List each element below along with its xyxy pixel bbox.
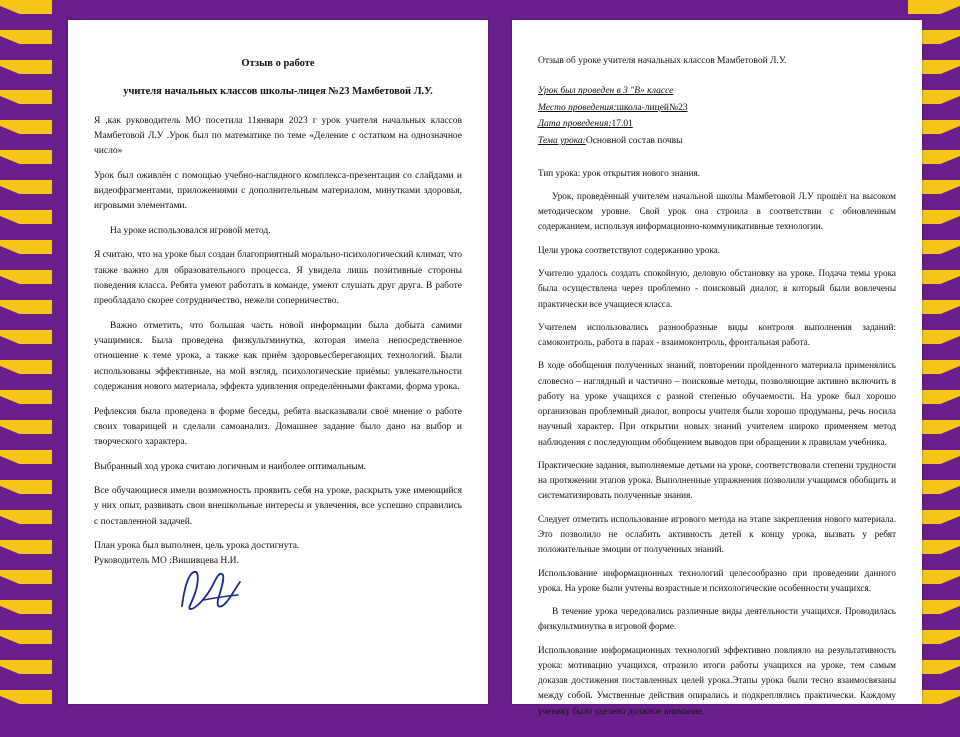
meta-label: Дата проведения: bbox=[538, 119, 612, 130]
paragraph: Использование информационных технологий эффективно повлияло на результативность урока: мотивацию учащихся, отразило итоги работы учащихся на уроке, тем самым доказав достижения поставленных целей урока.Этапы урока были тесно взаимосвязаны между собой. Умственные действия опирались и подкреплялись практически. Каждому ученику было уделено должное внимание. bbox=[538, 644, 896, 716]
handwritten-signature-icon bbox=[174, 566, 462, 612]
paragraph: Использование информационных технологий целесообразно при проведении данного урока. На уроке были учтены возрастные и психологические особенности учащихся. bbox=[538, 567, 896, 593]
meta-value: Основной состав почвы bbox=[585, 136, 683, 147]
meta-value: школа-лицей№23 bbox=[616, 102, 688, 113]
paragraph: Урок был оживлён с помощью учебно-наглядного комплекса-презентация со слайдами и видеофрагментами, приложениями с дополнительным материалом, минутками здоровья, игровыми элементами. bbox=[94, 170, 462, 212]
closing-line: План урока был выполнен, цель урока достигнута. bbox=[94, 541, 300, 552]
paragraph: В течение урока чередовались различные виды деятельности учащихся. Проводилась физкультминутка в игровой форме. bbox=[538, 606, 896, 632]
document-page-left bbox=[68, 20, 488, 704]
paragraph: Выбранный ход урока считаю логичным и наиболее оптимальным. bbox=[94, 461, 366, 472]
meta-value: 17.01 bbox=[611, 119, 633, 130]
meta-label: Место проведения: bbox=[538, 102, 617, 113]
paragraph: Учителем использовались разнообразные виды контроля выполнения заданий: самоконтроль, работа в парах - взаимоконтроль, фронтальная работа. bbox=[538, 321, 896, 348]
document-page-right bbox=[512, 20, 922, 716]
paragraph: Рефлексия была проведена в форме беседы, ребята высказывали своё мнение о работе своих товарищей и сделали самоанализ. Домашнее задание было дано на выбор и творческого характера. bbox=[94, 406, 462, 448]
meta-row-class bbox=[538, 83, 896, 100]
paragraph: Практические задания, выполняемые детьми на уроке, соответствовали степени трудности на протяжении этапов урока. Выполненные упражнения позволили учащимся обобщить и систематизировать полученные знания. bbox=[538, 459, 896, 501]
left-page-subtitle: учителя начальных классов школы-лицея №23 Мамбетовой Л.У. bbox=[123, 85, 433, 97]
paragraph: Следует отметить использование игрового метода на этапе закрепления нового материала. Это позволило не ослабить активность детей к концу урока, вызвать у ребят положительные эмоции от полученных знаний. bbox=[538, 513, 896, 555]
paragraph: Я ,как руководитель МО посетила 11января 2023 г урок учителя начальных классов Мамбетовой Л.У .Урок был по математике по теме «Деление с остатком на однозначное число» bbox=[94, 115, 462, 157]
paragraph: Важно отметить, что большая часть новой информации была добыта самими учащимися. Была проведена физкультминутка, которая имела непосредственное отношение к теме урока, а также как приём здоровьесберегающих технологий. Были использованы эффективные, на мой взгляд, психологические приёмы: увлекательности содержания нового материала, эффекта удивления определёнными фактами, форма урока. bbox=[94, 320, 462, 393]
meta-label: Урок был проведен в 3 "B» классе bbox=[538, 86, 674, 97]
paragraph: Урок, проведённый учителем начальной школы Мамбетовой Л.У прошёл на высоком методическом уровне. Свой урок она строила в соответствии с обновленным содержанием, используя информационно-коммуникативные технологии. bbox=[538, 190, 896, 232]
left-page-title: Отзыв о работе bbox=[241, 58, 315, 69]
meta-label: Тема урока: bbox=[538, 136, 586, 147]
paragraph: Цели урока соответствуют содержанию урока. bbox=[538, 244, 721, 255]
paragraph: На уроке использовался игровой метод. bbox=[110, 225, 271, 236]
meta-row-topic bbox=[538, 133, 896, 150]
meta-row-place bbox=[538, 100, 896, 117]
meta-row-date bbox=[538, 116, 896, 133]
paragraph: Учителю удалось создать спокойную, деловую обстановку на уроке. Подача темы урока была осуществлена через проблемно - поисковый диалог, в который были вовлечены практически все учащиеся класса. bbox=[538, 268, 896, 309]
signature-line: Руководитель МО :Вишивцева Н.И. bbox=[94, 556, 239, 567]
paragraph: В ходе обобщения полученных знаний, повторении пройденного материала применялись словесно – наглядный и частично – поисковые методы, позволяющие активно включить в работу на уроке учащихся с разной степенью обучаемости. На уроке был хорошо организован проблемный диалог, вопросы учителя были хорошо продуманы, речь носила научный характер. При открытии новых знаний учителем широко применяем метод наблюдения с последующим обобщением выводов при обращении к правилам учебника. bbox=[538, 360, 896, 447]
right-page-heading: Отзыв об уроке учителя начальных классов Мамбетовой Л.У. bbox=[538, 56, 787, 66]
decorative-border-left bbox=[0, 0, 52, 720]
paragraph: Я считаю, что на уроке был создан благоприятный морально-психологический климат, что также важно для образовательного процесса. Я увидела лишь позитивные стороны поведения класса. Ребята умеют работать в команде, умеют слушать друг друга. В работе преобладало скорее сотрудничество, нежели соперничество. bbox=[94, 250, 462, 307]
paragraph: Все обучающиеся имели возможность проявить себя на уроке, раскрыть уже имеющийся у них опыт, развивать свои внешкольные интересы и увлечения, все успешно справились с поставленной задачей. bbox=[94, 486, 462, 527]
zigzag-pattern-left bbox=[0, 0, 52, 720]
paragraph: Тип урока: урок открытия нового знания. bbox=[538, 167, 701, 178]
lesson-metadata bbox=[538, 83, 896, 150]
